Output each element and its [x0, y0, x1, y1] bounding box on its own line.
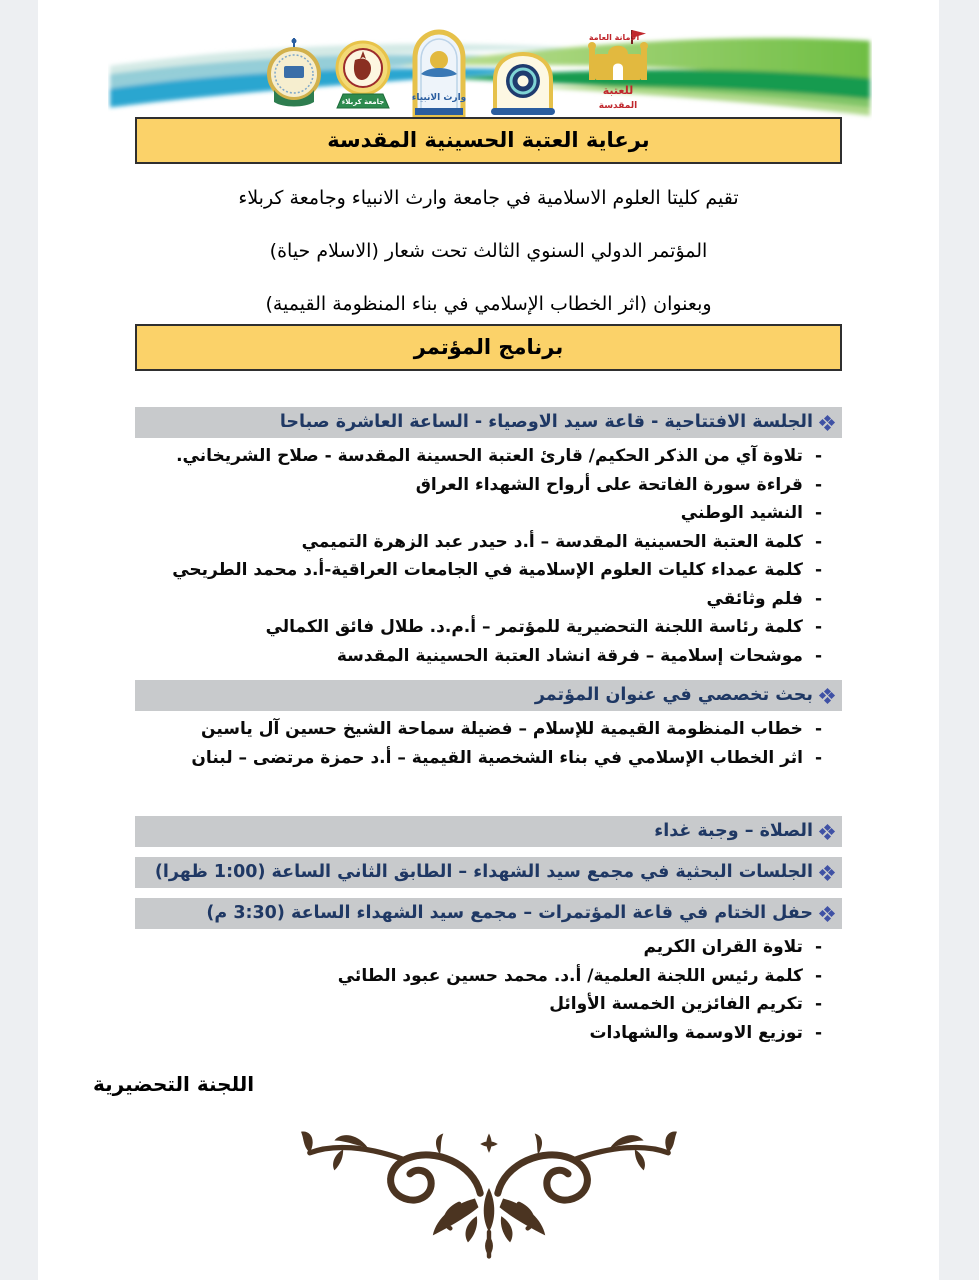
dash-bullet: - — [814, 446, 822, 466]
logos-row — [38, 0, 939, 130]
intro-line-1: تقيم كليتا العلوم الاسلامية في جامعة وارث الانبياء وجامعة كربلاء — [238, 187, 739, 209]
program-item — [135, 528, 822, 557]
section-title: حفل الختام في قاعة المؤتمرات – مجمع سيد الشهداء الساعة (3:30 م) — [206, 903, 813, 923]
dash-bullet: - — [814, 719, 822, 739]
dash-bullet: - — [814, 1022, 822, 1043]
ornament-svg — [279, 1130, 699, 1260]
warith-al-anbiya-university-seal-logo — [267, 36, 321, 112]
program-item — [135, 471, 822, 500]
section-header — [135, 898, 842, 929]
diamond-bullet-icon — [820, 689, 834, 703]
program-item-text: كلمة رئيس اللجنة العلمية/ أ.د. محمد حسين عبود الطائي — [337, 965, 803, 986]
dash-bullet: - — [814, 937, 822, 957]
program-item-text: توزيع الاوسمة والشهادات — [589, 1022, 803, 1043]
patronage-banner: برعاية العتبة الحسينية المقدسة — [135, 117, 842, 164]
program-item-text: كلمة رئاسة اللجنة التحضيرية للمؤتمر – أ.م.د. طلال فائق الكمالي — [265, 617, 803, 637]
intro-lines — [135, 184, 842, 318]
program-item — [135, 715, 822, 744]
document-page — [38, 0, 939, 1280]
shrine-top-label: الامانة العامة — [588, 33, 640, 42]
program-item-text: تلاوة آي من الذكر الحكيم/ قارئ العتبة الحسينة المقدسة - صلاح الشريخاني. — [176, 446, 803, 466]
program-item — [135, 642, 822, 671]
program-item-text: تكريم الفائزين الخمسة الأوائل — [549, 994, 803, 1014]
program-item — [135, 442, 822, 471]
diamond-bullet-icon — [820, 907, 834, 921]
shrine-bottom-label: المقدسة — [598, 101, 638, 111]
section-title: الجلسات البحثية في مجمع سيد الشهداء – الطابق الثاني الساعة (1:00 ظهرا) — [154, 862, 813, 882]
diamond-bullet-icon — [820, 866, 834, 880]
program-item-text: خطاب المنظومة القيمية للإسلام – فضيلة سماحة الشيخ حسين آل ياسين — [201, 719, 803, 739]
dash-bullet: - — [814, 617, 822, 637]
program-sections — [135, 407, 842, 1047]
section-title: بحث تخصصي في عنوان المؤتمر — [534, 685, 813, 705]
dash-bullet: - — [814, 645, 822, 666]
program-item-text: قراءة سورة الفاتحة على أرواح الشهداء العراق — [415, 474, 803, 495]
program-item-text: تلاوة القران الكريم — [643, 937, 803, 957]
program-item — [135, 1019, 822, 1048]
diamond-bullet-icon — [820, 416, 834, 430]
dash-bullet: - — [814, 747, 822, 768]
section-header — [135, 680, 842, 711]
program-item — [135, 499, 822, 528]
dash-bullet: - — [814, 474, 822, 495]
section-header — [135, 857, 842, 888]
program-item-text: كلمة عمداء كليات العلوم الإسلامية في الجامعات العراقية-أ.د محمد الطريحي — [172, 560, 803, 580]
program-item-text: موشحات إسلامية – فرقة انشاد العتبة الحسينية المقدسة — [336, 645, 803, 666]
karbala-ribbon-label: جامعة كربلاء — [341, 98, 385, 106]
warith-caption-label: وارث الانبياء — [411, 93, 467, 103]
diamond-bullet-icon — [820, 825, 834, 839]
islamic-institute-arch-logo — [487, 52, 559, 118]
section-items — [135, 933, 842, 1047]
section-title: الجلسة الافتتاحية - قاعة سيد الاوصياء - الساعة العاشرة صباحا — [279, 412, 813, 432]
section-header — [135, 816, 842, 847]
dash-bullet: - — [814, 503, 822, 523]
program-item — [135, 613, 822, 642]
program-item — [135, 933, 822, 962]
program-item — [135, 744, 822, 773]
warith-al-anbiya-college-logo — [405, 28, 473, 120]
floral-ornament-graphic — [279, 1130, 699, 1260]
section-header — [135, 407, 842, 438]
section-title: الصلاة – وجبة غداء — [654, 821, 813, 841]
dash-bullet: - — [814, 560, 822, 580]
dash-bullet: - — [814, 531, 822, 552]
karbala-university-logo — [331, 40, 395, 118]
program-banner: برنامج المؤتمر — [135, 324, 842, 371]
shrine-center-label: للعتبة — [602, 84, 634, 97]
document-content — [135, 117, 842, 1047]
program-item — [135, 962, 822, 991]
program-item-text: النشيد الوطني — [680, 503, 803, 523]
program-item — [135, 556, 822, 585]
program-item-text: فلم وثائقي — [706, 588, 803, 609]
dash-bullet: - — [814, 965, 822, 986]
section-items — [135, 715, 842, 772]
section-items — [135, 442, 842, 670]
program-item — [135, 990, 822, 1019]
holy-husayn-shrine-logo — [574, 26, 662, 116]
intro-line-3: وبعنوان (اثر الخطاب الإسلامي في بناء المنظومة القيمية) — [265, 293, 712, 315]
intro-line-2: المؤتمر الدولي السنوي الثالث تحت شعار (الاسلام حياة) — [269, 240, 708, 262]
program-item-text: اثر الخطاب الإسلامي في بناء الشخصية القيمية – أ.د حمزة مرتضى – لبنان — [191, 747, 803, 768]
dash-bullet: - — [814, 994, 822, 1014]
program-item — [135, 585, 822, 614]
program-item-text: كلمة العتبة الحسينية المقدسة – أ.د حيدر عبد الزهرة التميمي — [301, 531, 803, 552]
dash-bullet: - — [814, 588, 822, 609]
preparatory-committee-signature: اللجنة التحضيرية — [93, 1072, 255, 1096]
